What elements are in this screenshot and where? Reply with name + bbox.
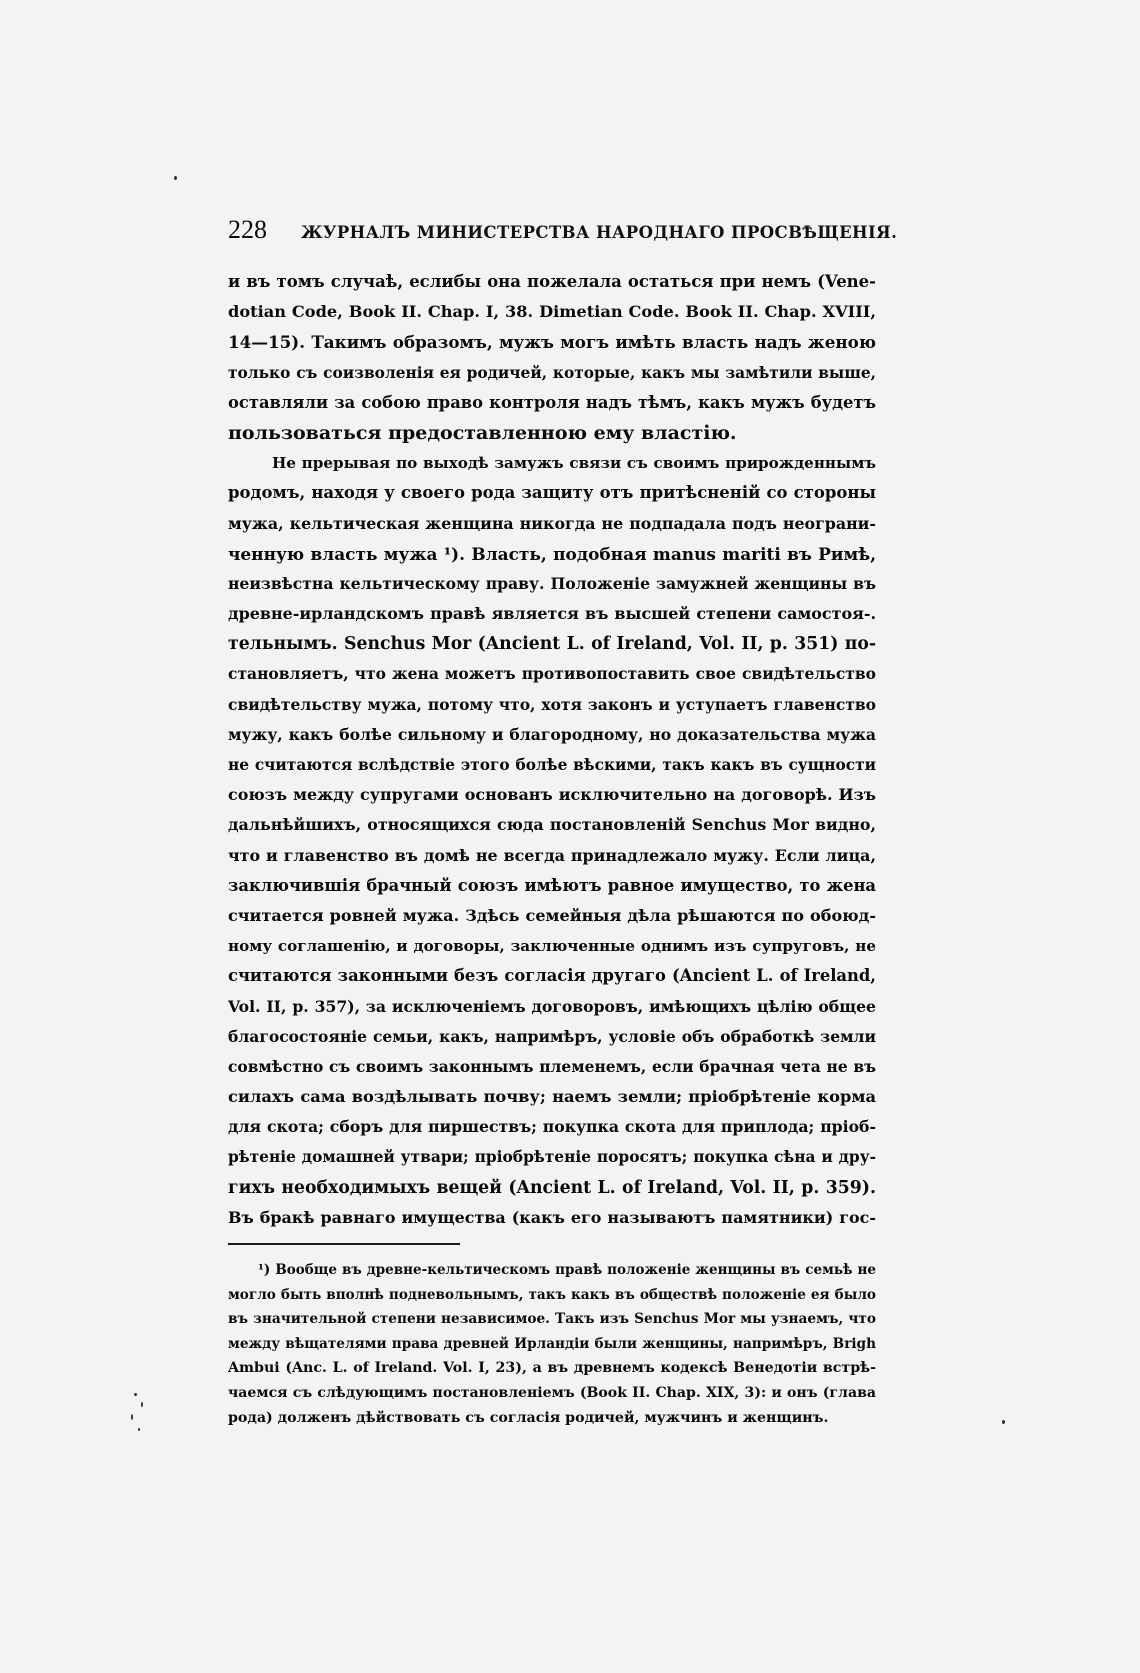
text-line: считается ровней мужа. Здѣсь семейныя дѣла рѣшаются по обоюд- xyxy=(228,905,876,925)
text-line: тельнымъ. Senchus Mor (Ancient L. of Ireland, Vol. II, p. 351) по- xyxy=(228,634,876,655)
text-line: для скота; сборъ для пиршествъ; покупка скота для приплода; пріоб- xyxy=(228,1117,876,1137)
footnote xyxy=(228,1258,876,1430)
text-line: мужа, кельтическая женщина никогда не подпадала подъ неограни- xyxy=(228,513,876,533)
text-line: неизвѣстна кельтическому праву. Положеніе замужней женщины въ xyxy=(228,573,876,593)
footnote-line: ¹) Вообще въ древне-кельтическомъ правѣ положеніе женщины въ семьѣ не xyxy=(258,1262,876,1278)
text-line: Не прерывая по выходѣ замужъ связи съ своимъ прирожденнымъ xyxy=(272,454,876,473)
text-line: и въ томъ случаѣ, еслибы она пожелала остаться при немъ (Vene- xyxy=(228,272,876,291)
footnote-divider xyxy=(228,1243,460,1245)
text-line: древне-ирландскомъ правѣ является въ высшей степени самостоя-. xyxy=(228,604,876,624)
scan-speck xyxy=(131,1414,133,1420)
text-line: мужу, какъ болѣе сильному и благородному, но доказательства мужа xyxy=(228,724,876,744)
text-line: Vol. II, p. 357), за исключеніемъ договоровъ, имѣющихъ цѣлію общее xyxy=(228,996,876,1016)
running-title: ЖУРНАЛЪ МИНИСТЕРСТВА НАРОДНАГО ПРОСВѢЩЕНІЯ. xyxy=(301,223,898,242)
scan-speck xyxy=(134,1393,137,1396)
body-text xyxy=(228,267,876,1233)
text-line: dotian Code, Book II. Chap. I, 38. Dimetian Code. Book II. Chap. XVIII, xyxy=(228,302,876,322)
text-line: заключившія брачный союзъ имѣютъ равное имущество, то жена xyxy=(228,875,876,895)
scan-speck xyxy=(1002,1420,1005,1424)
text-line: становляетъ, что жена можетъ противопоставить свое свидѣтельство xyxy=(228,664,876,684)
page-number: 228 xyxy=(228,215,267,244)
text-line: благосостояніе семьи, какъ, напримѣръ, условіе объ обработкѣ земли xyxy=(228,1026,876,1046)
text-line: ченную власть мужа ¹). Власть, подобная manus mariti въ Римѣ, xyxy=(228,543,876,564)
text-line: пользоваться предоставленною ему властію. xyxy=(228,421,737,444)
scan-speck xyxy=(141,1402,143,1407)
scan-speck xyxy=(174,176,177,180)
text-line: союзъ между супругами основанъ исключительно на договорѣ. Изъ xyxy=(228,785,876,805)
text-line: родомъ, находя у своего рода защиту отъ притѣсненій со стороны xyxy=(228,483,876,503)
text-line: не считаются вслѣдствіе этого болѣе вѣскими, такъ какъ въ сущности xyxy=(228,756,876,774)
text-line: гихъ необходимыхъ вещей (Ancient L. of Ireland, Vol. II, p. 359). xyxy=(228,1177,876,1198)
footnote-line: Ambui (Anc. L. of Ireland. Vol. I, 23), а въ древнемъ кодексѣ Венедотіи встрѣ- xyxy=(228,1360,876,1377)
text-line: дальнѣйшихъ, относящихся сюда постановленій Senchus Mor видно, xyxy=(228,815,876,835)
text-line: Въ бракѣ равнаго имущества (какъ его называютъ памятники) гос- xyxy=(228,1207,876,1227)
footnote-line: между вѣщателями права древней Ирландіи были женщины, напримѣръ, Brigh xyxy=(228,1335,876,1352)
text-line: рѣтеніе домашней утвари; пріобрѣтеніе поросятъ; покупка сѣна и дру- xyxy=(228,1148,876,1167)
text-line: совмѣстно съ своимъ законнымъ племенемъ, если брачная чета не въ xyxy=(228,1057,876,1076)
text-line: ному соглашенію, и договоры, заключенные однимъ изъ супруговъ, не xyxy=(228,937,876,956)
page-header xyxy=(228,215,898,245)
text-line: оставляли за собою право контроля надъ тѣмъ, какъ мужъ будетъ xyxy=(228,392,876,412)
text-line: считаются законными безъ согласія другаго (Ancient L. of Ireland, xyxy=(228,966,876,986)
text-line: 14—15). Такимъ образомъ, мужъ могъ имѣть власть надъ женою xyxy=(228,332,876,353)
footnote-line: могло быть вполнѣ подневольнымъ, такъ какъ въ обществѣ положеніе ея было xyxy=(228,1286,876,1303)
footnote-line: рода) долженъ дѣйствовать съ согласія родичей, мужчинъ и женщинъ. xyxy=(228,1409,829,1426)
text-line: свидѣтельству мужа, потому что, хотя законъ и уступаетъ главенство xyxy=(228,694,876,714)
text-line: силахъ сама воздѣлывать почву; наемъ земли; пріобрѣтеніе корма xyxy=(228,1087,876,1107)
scan-speck xyxy=(138,1428,140,1431)
text-line: только съ соизволенія ея родичей, которые, какъ мы замѣтили выше, xyxy=(228,363,876,382)
footnote-line: въ значительной степени независимое. Такъ изъ Senchus Mor мы узнаемъ, что xyxy=(228,1311,876,1328)
text-line: что и главенство въ домѣ не всегда принадлежало мужу. Если лица, xyxy=(228,845,876,865)
footnote-line: чаемся съ слѣдующимъ постановленіемъ (Book II. Chap. XIX, 3): и онъ (глава xyxy=(228,1384,876,1401)
